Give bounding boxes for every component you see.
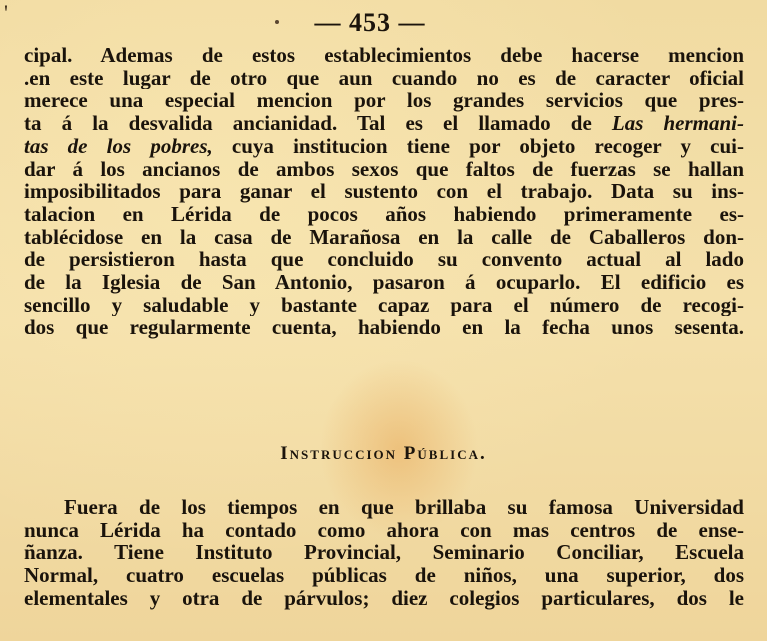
paragraph-2: [24, 496, 744, 610]
text-line: tablécidose en la casa de Marañosa en la calle de Caballeros don-: [24, 225, 744, 249]
text-segment: cuya institucion tiene por objeto recoger y cui-: [212, 134, 744, 158]
text-line-with-italic: [24, 135, 744, 158]
text-line-with-italic: [24, 112, 744, 135]
text-line: imposibilitados para ganar el sustento con el trabajo. Data su ins-: [24, 180, 744, 203]
text-line: talacion en Lérida de pocos años habiendo primeramente es-: [24, 202, 744, 226]
text-line: ñanza. Tiene Instituto Provincial, Seminario Conciliar, Escuela: [24, 541, 744, 565]
page-number: — 453 —: [314, 8, 426, 37]
text-line: cipal. Ademas de estos establecimientos debe hacerse mencion: [24, 44, 744, 67]
text-line: elementales y otra de párvulos; diez colegios particulares, dos le: [24, 586, 744, 610]
text-line: dar á los ancianos de ambos sexos que faltos de fuerzas se hallan: [24, 157, 744, 181]
italic-segment: Las hermani-: [611, 112, 744, 135]
italic-segment: tas de los pobres,: [24, 134, 213, 158]
text-line: de la Iglesia de San Antonio, pasaron á ocuparlo. El edificio es: [24, 271, 744, 294]
text-line: nunca Lérida ha contado como ahora con mas centros de ense-: [24, 518, 744, 542]
text-segment: ta á la desvalida ancianidad. Tal es el llamado de: [24, 112, 612, 135]
text-line: sencillo y saludable y bastante capaz para el número de recogi-: [24, 293, 744, 317]
text-line: dos que regularmente cuenta, habiendo en la fecha unos sesenta.: [24, 316, 744, 340]
paragraph-1: [24, 44, 744, 339]
section-heading: Instruccion Pública.: [280, 443, 487, 464]
text-line: merece una especial mencion por los grandes servicios que pres-: [24, 89, 744, 113]
text-line: Normal, cuatro escuelas públicas de niños, una superior, dos: [24, 564, 744, 587]
text-line: .en este lugar de otro que aun cuando no es de caracter oficial: [24, 66, 744, 90]
corner-mark: ': [4, 0, 8, 25]
text-line: Fuera de los tiempos en que brillaba su famosa Universidad: [64, 496, 744, 519]
text-line: de persistieron hasta que concluido su convento actual al lado: [24, 248, 744, 272]
